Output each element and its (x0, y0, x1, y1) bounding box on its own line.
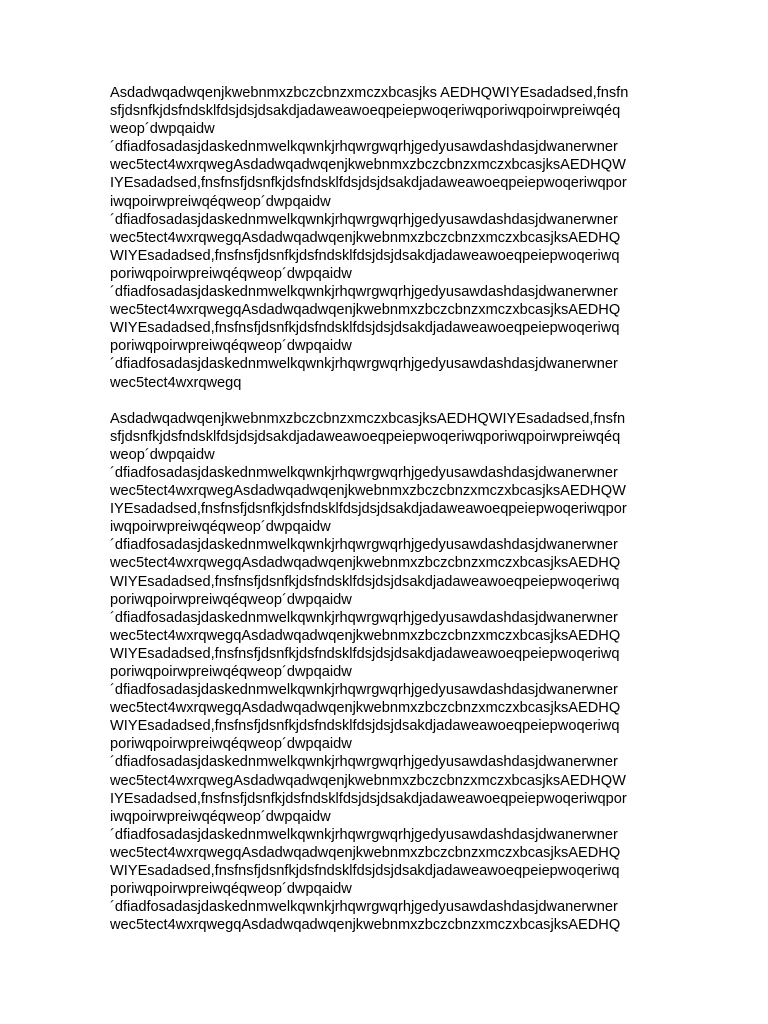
text-line: wec5tect4wxrqwegAsdadwqadwqenjkwebnmxzbczcbnzxmczxbcasjksAEDHQW (110, 772, 626, 789)
text-line: IYEsadadsed,fnsfnsfjdsnfkjdsfndsklfdsjdsjdsakdjadaweawoeqpeiepwoqeriwqpor (110, 790, 627, 807)
text-line: iwqpoirwpreiwqéqweop´dwpqaidw (110, 519, 331, 536)
text-line: poriwqpoirwpreiwqéqweop´dwpqaidw (110, 591, 352, 608)
text-line: poriwqpoirwpreiwqéqweop´dwpqaidw (110, 265, 352, 282)
text-line: iwqpoirwpreiwqéqweop´dwpqaidw (110, 193, 331, 210)
text-line: WIYEsadadsed,fnsfnsfjdsnfkjdsfndsklfdsjdsjdsakdjadaweawoeqpeiepwoqeriwq (110, 718, 620, 735)
text-line: weop´dwpqaidw (110, 446, 215, 463)
text-line: Asdadwqadwqenjkwebnmxzbczcbnzxmczxbcasjks AEDHQWIYEsadadsed,fnsfn (110, 85, 629, 101)
text-line: ´dfiadfosadasjdaskednmwelkqwnkjrhqwrgwqrhjgedyusawdashdasjdwanerwner (110, 826, 618, 843)
text-line: iwqpoirwpreiwqéqweop´dwpqaidw (110, 808, 331, 825)
text-line: ´dfiadfosadasjdaskednmwelkqwnkjrhqwrgwqrhjgedyusawdashdasjdwanerwner (110, 609, 618, 626)
text-line: ´dfiadfosadasjdaskednmwelkqwnkjrhqwrgwqrhjgedyusawdashdasjdwanerwner (110, 754, 618, 771)
text-line: wec5tect4wxrqwegqAsdadwqadwqenjkwebnmxzbczcbnzxmczxbcasjksAEDHQ (110, 555, 621, 572)
text-line: WIYEsadadsed,fnsfnsfjdsnfkjdsfndsklfdsjdsjdsakdjadaweawoeqpeiepwoqeriwq (110, 247, 620, 264)
text-line: AsdadwqadwqenjkwebnmxzbczcbnzxmczxbcasjksAEDHQWIYEsadadsed,fnsfn (110, 410, 626, 427)
text-line: ´dfiadfosadasjdaskednmwelkqwnkjrhqwrgwqrhjgedyusawdashdasjdwanerwner (110, 899, 618, 916)
text-line: sfjdsnfkjdsfndsklfdsjdsjdsakdjadaweawoeqpeiepwoqeriwqporiwqpoirwpreiwqéq (110, 103, 621, 120)
text-line: ´dfiadfosadasjdaskednmwelkqwnkjrhqwrgwqrhjgedyusawdashdasjdwanerwner (110, 464, 618, 481)
text-line: wec5tect4wxrqwegqAsdadwqadwqenjkwebnmxzbczcbnzxmczxbcasjksAEDHQ (110, 302, 621, 319)
text-line: IYEsadadsed,fnsfnsfjdsnfkjdsfndsklfdsjdsjdsakdjadaweawoeqpeiepwoqeriwqpor (110, 175, 627, 192)
text-line: ´dfiadfosadasjdaskednmwelkqwnkjrhqwrgwqrhjgedyusawdashdasjdwanerwner (110, 356, 618, 373)
text-line: ´dfiadfosadasjdaskednmwelkqwnkjrhqwrgwqrhjgedyusawdashdasjdwanerwner (110, 682, 618, 699)
text-line: wec5tect4wxrqwegq (110, 374, 242, 391)
text-line: wec5tect4wxrqwegqAsdadwqadwqenjkwebnmxzbczcbnzxmczxbcasjksAEDHQ (110, 229, 621, 246)
text-line: wec5tect4wxrqwegqAsdadwqadwqenjkwebnmxzbczcbnzxmczxbcasjksAEDHQ (110, 700, 621, 717)
text-line: IYEsadadsed,fnsfnsfjdsnfkjdsfndsklfdsjdsjdsakdjadaweawoeqpeiepwoqeriwqpor (110, 501, 627, 518)
text-line: wec5tect4wxrqwegqAsdadwqadwqenjkwebnmxzbczcbnzxmczxbcasjksAEDHQ (110, 627, 621, 644)
document-body (110, 84, 670, 934)
text-line: ´dfiadfosadasjdaskednmwelkqwnkjrhqwrgwqrhjgedyusawdashdasjdwanerwner (110, 211, 618, 228)
text-line: WIYEsadadsed,fnsfnsfjdsnfkjdsfndsklfdsjdsjdsakdjadaweawoeqpeiepwoqeriwq (110, 320, 620, 337)
text-line: poriwqpoirwpreiwqéqweop´dwpqaidw (110, 664, 352, 680)
text-line: wec5tect4wxrqwegqAsdadwqadwqenjkwebnmxzbczcbnzxmczxbcasjksAEDHQ (110, 844, 621, 861)
text-line: WIYEsadadsed,fnsfnsfjdsnfkjdsfndsklfdsjdsjdsakdjadaweawoeqpeiepwoqeriwq (110, 863, 620, 880)
paragraph-spacer (110, 392, 670, 410)
text-line: wec5tect4wxrqwegAsdadwqadwqenjkwebnmxzbczcbnzxmczxbcasjksAEDHQW (110, 157, 626, 174)
paragraph-2 (110, 410, 670, 935)
text-line: ´dfiadfosadasjdaskednmwelkqwnkjrhqwrgwqrhjgedyusawdashdasjdwanerwner (110, 139, 618, 156)
text-line: wec5tect4wxrqwegAsdadwqadwqenjkwebnmxzbczcbnzxmczxbcasjksAEDHQW (110, 483, 626, 500)
text-line: poriwqpoirwpreiwqéqweop´dwpqaidw (110, 736, 352, 753)
paragraph-1 (110, 84, 670, 392)
text-line: weop´dwpqaidw (110, 121, 215, 138)
text-line: WIYEsadadsed,fnsfnsfjdsnfkjdsfndsklfdsjdsjdsakdjadaweawoeqpeiepwoqeriwq (110, 573, 620, 590)
text-line: poriwqpoirwpreiwqéqweop´dwpqaidw (110, 881, 352, 898)
text-line: poriwqpoirwpreiwqéqweop´dwpqaidw (110, 338, 352, 355)
text-line: sfjdsnfkjdsfndsklfdsjdsjdsakdjadaweawoeqpeiepwoqeriwqporiwqpoirwpreiwqéq (110, 428, 621, 445)
text-line: ´dfiadfosadasjdaskednmwelkqwnkjrhqwrgwqrhjgedyusawdashdasjdwanerwner (110, 284, 618, 301)
text-line: ´dfiadfosadasjdaskednmwelkqwnkjrhqwrgwqrhjgedyusawdashdasjdwanerwner (110, 537, 618, 554)
text-line: WIYEsadadsed,fnsfnsfjdsnfkjdsfndsklfdsjdsjdsakdjadaweawoeqpeiepwoqeriwq (110, 645, 620, 662)
text-line: wec5tect4wxrqwegqAsdadwqadwqenjkwebnmxzbczcbnzxmczxbcasjksAEDHQ (110, 917, 621, 934)
